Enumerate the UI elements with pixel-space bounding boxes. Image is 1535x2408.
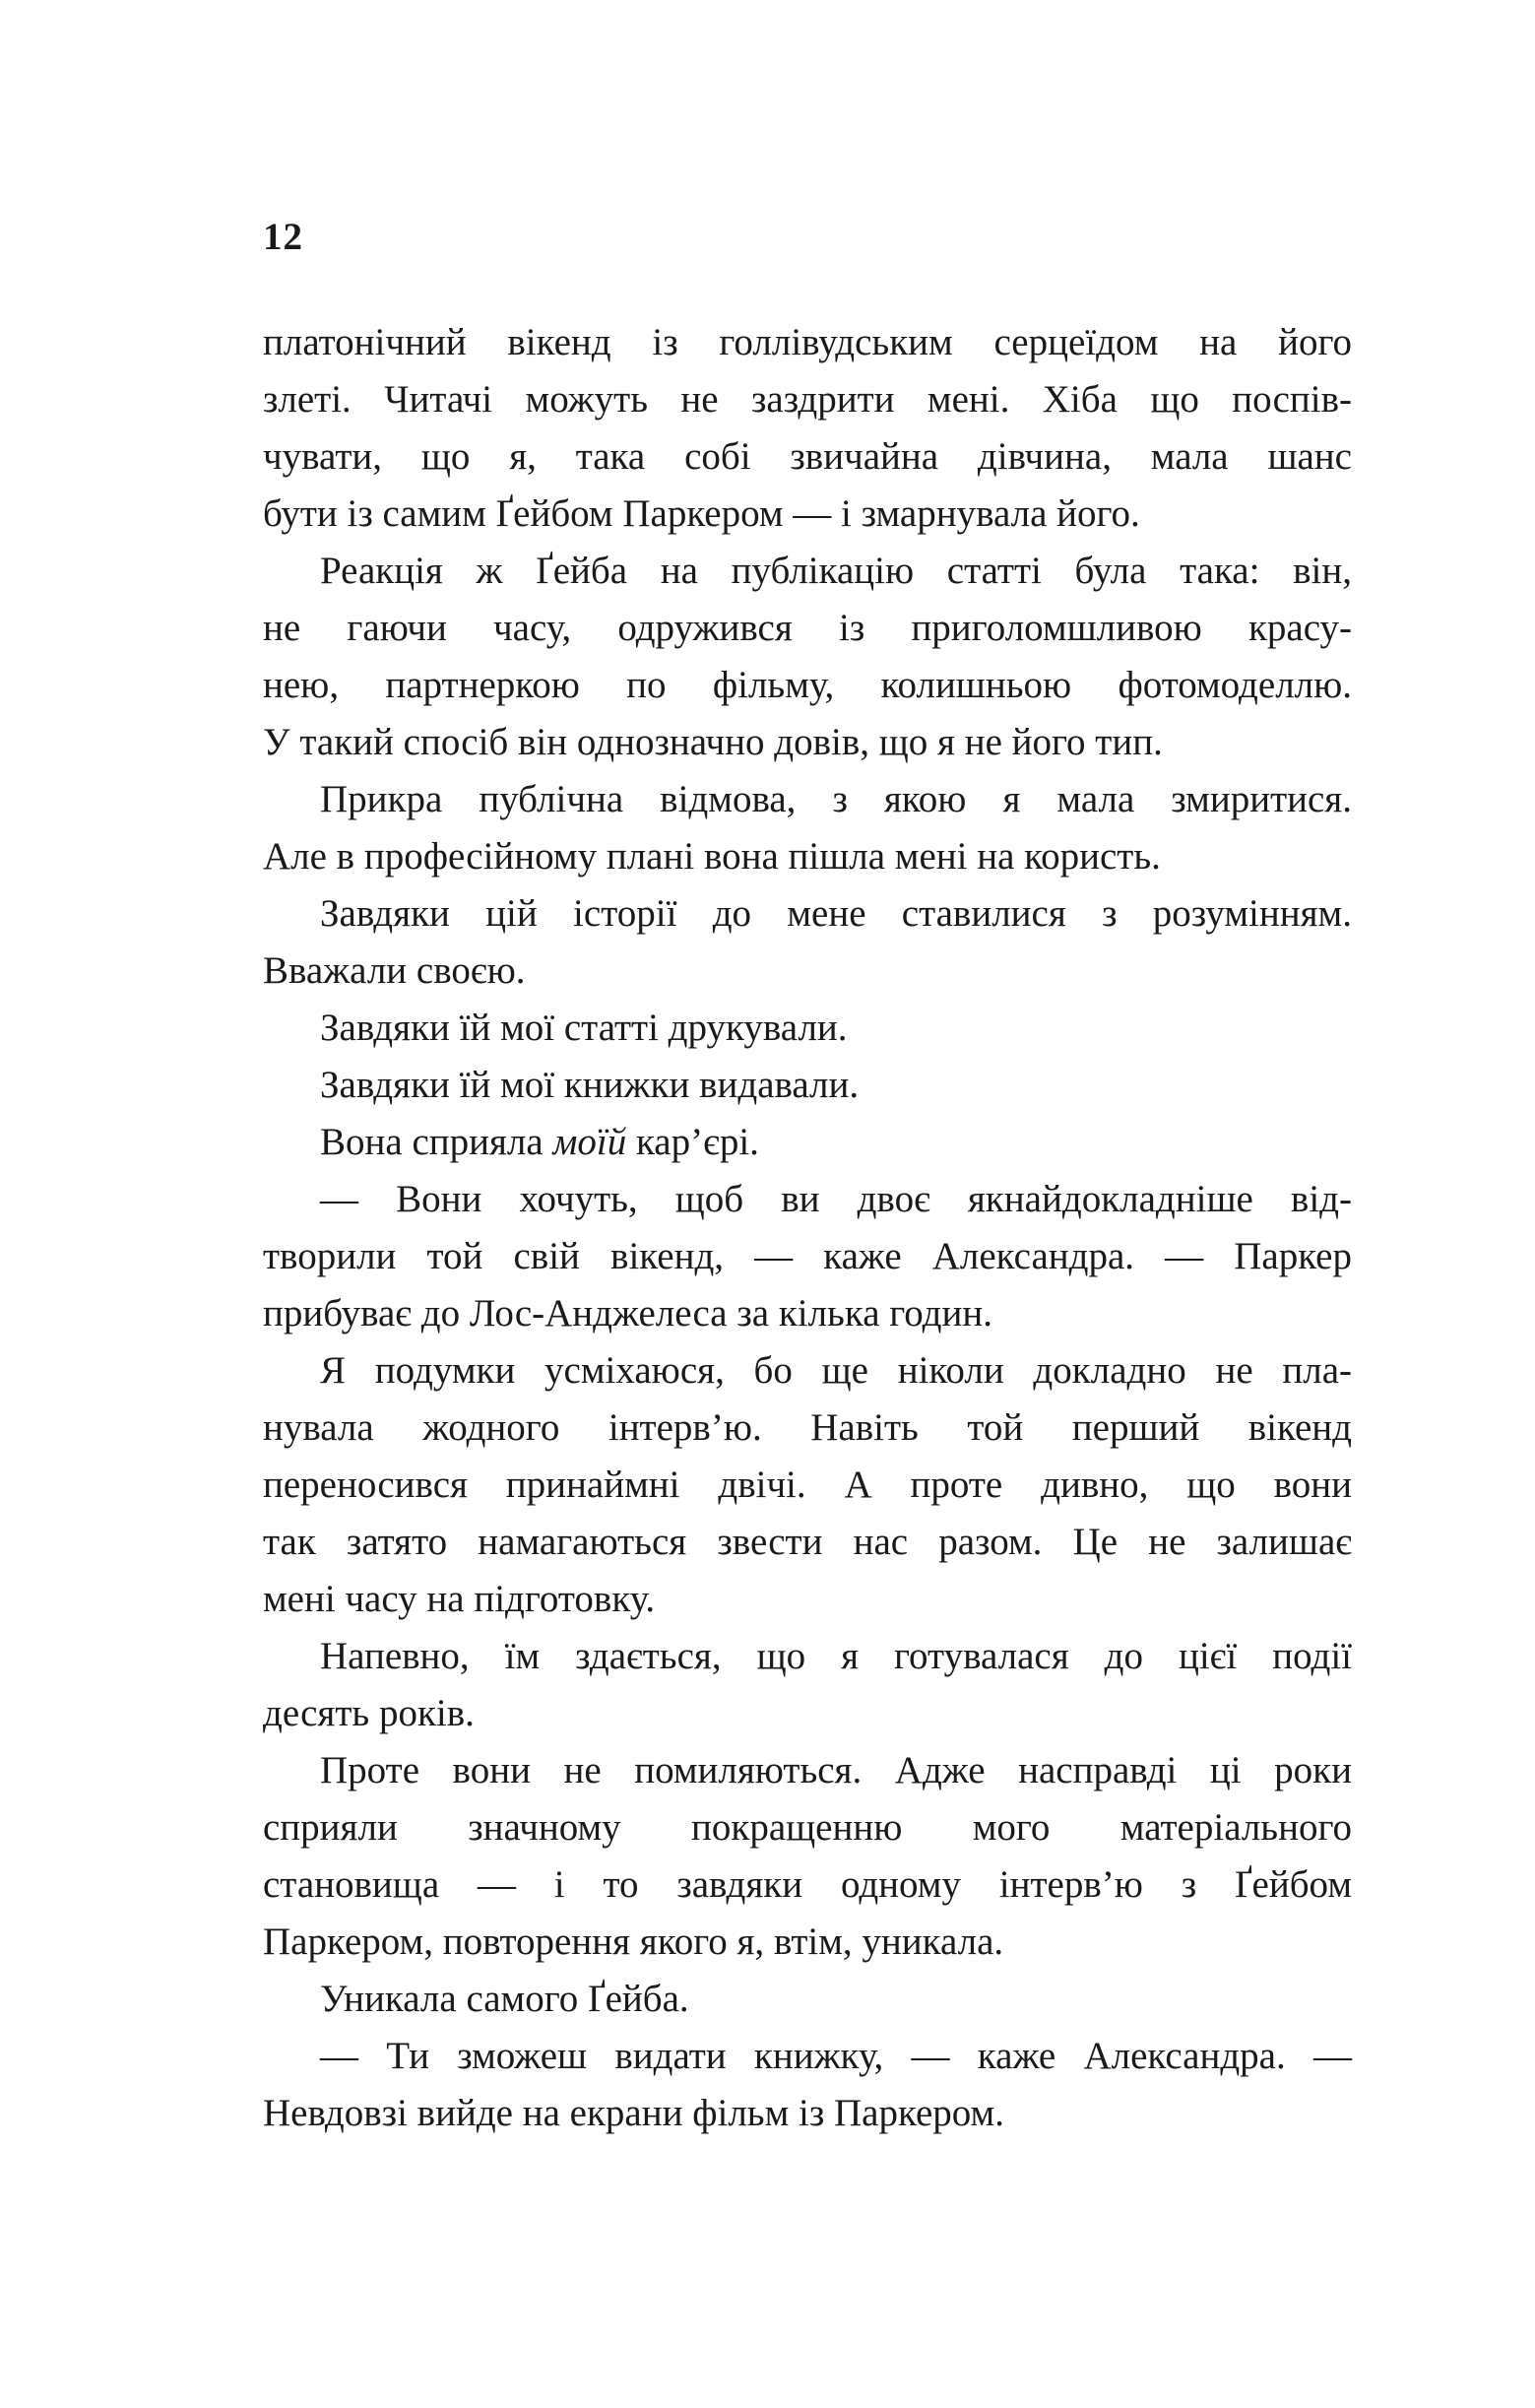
- text-segment: не гаючи часу, одружився із приголомшливою красу-: [263, 607, 1352, 649]
- text-segment: платонічний вікенд із голлівудським серцеїдом на його: [263, 321, 1352, 363]
- text-line: [263, 1114, 1352, 1171]
- text-segment: Завдяки цій історії до мене ставилися з розумінням.: [320, 892, 1352, 935]
- text-segment: Паркером, повторення якого я, втім, уникала.: [263, 1920, 1004, 1963]
- text-line: [263, 1514, 1352, 1571]
- text-segment: творили той свій вікенд, — каже Александра. — Паркер: [263, 1235, 1352, 1277]
- text-segment: Вона сприяла: [320, 1121, 553, 1163]
- text-line: [263, 771, 1352, 828]
- page-number: 12: [263, 216, 303, 258]
- text-segment: так затято намагаються звести нас разом. Це не залишає: [263, 1521, 1352, 1563]
- text-line: [263, 1285, 1352, 1342]
- text-line: [263, 1342, 1352, 1399]
- text-line: [263, 1571, 1352, 1628]
- text-segment: прибуває до Лос-Анджелеса за кілька годин.: [263, 1292, 992, 1334]
- text-segment: Завдяки їй мої статті друкували.: [320, 1007, 848, 1049]
- text-line: [263, 486, 1352, 543]
- text-line: [263, 428, 1352, 486]
- text-line: [263, 1742, 1352, 1799]
- text-line: [263, 1399, 1352, 1457]
- text-line: [263, 714, 1352, 771]
- text-line: [263, 1228, 1352, 1285]
- page-text: [263, 314, 1352, 2142]
- text-segment: Уникала самого Ґейба.: [320, 1978, 689, 2020]
- text-line: [263, 885, 1352, 943]
- text-line: [263, 1457, 1352, 1514]
- text-segment: бути із самим Ґейбом Паркером — і змарнувала його.: [263, 492, 1140, 535]
- text-segment: нувала жодного інтерв’ю. Навіть той перший вікенд: [263, 1406, 1352, 1449]
- text-line: [263, 1628, 1352, 1685]
- text-segment: Я подумки усміхаюся, бо ще ніколи докладно не пла-: [320, 1349, 1352, 1392]
- text-line: [263, 1057, 1352, 1114]
- text-line: [263, 1914, 1352, 1971]
- text-line: [263, 1171, 1352, 1228]
- text-segment: сприяли значному покращенню мого матеріального: [263, 1806, 1352, 1849]
- text-segment: нею, партнеркою по фільму, колишньою фотомоделлю.: [263, 664, 1352, 706]
- text-segment: переносився принаймні двічі. А проте дивно, що вони: [263, 1464, 1352, 1506]
- text-segment: Вважали своєю.: [263, 949, 526, 992]
- text-line: [263, 828, 1352, 885]
- text-segment: чувати, що я, така собі звичайна дівчина, мала шанс: [263, 435, 1352, 478]
- text-line: [263, 1971, 1352, 2028]
- text-segment: злеті. Читачі можуть не заздрити мені. Хіба що поспів-: [263, 378, 1352, 421]
- text-segment: Прикра публічна відмова, з якою я мала змиритися.: [320, 778, 1352, 820]
- text-line: [263, 1000, 1352, 1057]
- text-line: [263, 314, 1352, 371]
- text-line: [263, 543, 1352, 600]
- text-segment: Невдовзі вийде на екрани фільм із Паркером.: [263, 2092, 1004, 2134]
- text-line: [263, 943, 1352, 1000]
- text-line: [263, 1685, 1352, 1742]
- text-line: [263, 2085, 1352, 2142]
- text-line: [263, 1856, 1352, 1914]
- text-segment: мені часу на підготовку.: [263, 1578, 656, 1620]
- text-segment: становища — і то завдяки одному інтерв’ю з Ґейбом: [263, 1863, 1352, 1906]
- text-line: [263, 657, 1352, 714]
- text-line: [263, 2028, 1352, 2085]
- text-segment: кар’єрі.: [626, 1121, 759, 1163]
- text-segment: Проте вони не помиляються. Адже насправді ці роки: [320, 1749, 1352, 1791]
- emphasized-word: моїй: [552, 1121, 627, 1163]
- text-line: [263, 1799, 1352, 1856]
- text-line: [263, 600, 1352, 657]
- text-segment: Напевно, їм здається, що я готувалася до цієї події: [320, 1635, 1352, 1677]
- text-segment: Але в професійному плані вона пішла мені на користь.: [263, 835, 1161, 878]
- text-segment: Реакція ж Ґейба на публікацію статті була така: він,: [320, 550, 1352, 592]
- text-line: [263, 371, 1352, 428]
- text-segment: — Вони хочуть, щоб ви двоє якнайдокладніше від-: [320, 1178, 1352, 1220]
- text-segment: У такий спосіб він однозначно довів, що я не його тип.: [263, 721, 1163, 763]
- text-segment: десять років.: [263, 1692, 475, 1734]
- text-segment: Завдяки їй мої книжки видавали.: [320, 1064, 860, 1106]
- text-segment: — Ти зможеш видати книжку, — каже Александра. —: [320, 2035, 1352, 2077]
